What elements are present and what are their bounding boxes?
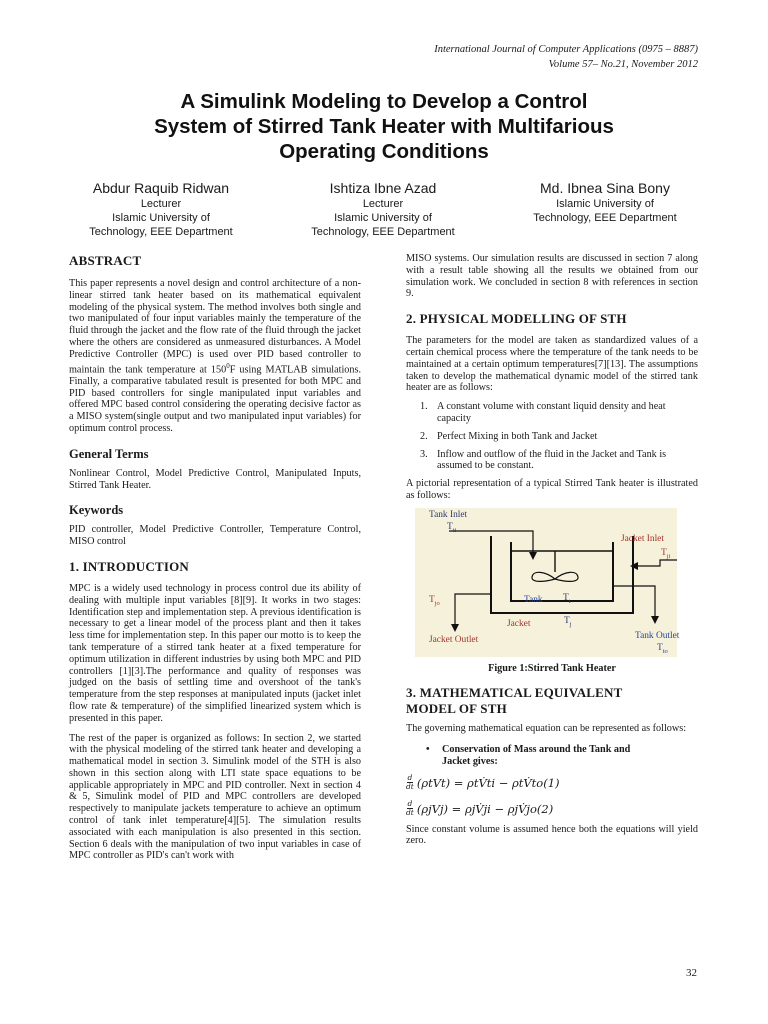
temp-symbol: T bbox=[657, 642, 663, 653]
degree-superscript: 0 bbox=[226, 361, 230, 370]
equation-2 bbox=[406, 798, 698, 820]
equation-1 bbox=[406, 772, 698, 794]
frac-numerator: d bbox=[407, 799, 413, 809]
section3-heading-line2: MODEL OF STH bbox=[406, 700, 507, 716]
list-number: 3. bbox=[420, 448, 428, 460]
title-line-2: System of Stirred Tank Heater with Multifarious bbox=[154, 115, 614, 138]
list-item bbox=[420, 401, 698, 425]
temp-symbol: T bbox=[661, 547, 667, 558]
jacket-inlet-label: Jacket Inlet bbox=[621, 533, 664, 544]
keywords-text: PID controller, Model Predictive Controller, Temperature Control, MISO control bbox=[69, 524, 361, 548]
jacket-outlet-arrowhead bbox=[451, 624, 459, 632]
intro-paragraph-2: The rest of the paper is organized as follows: In section 2, we started with the physical modeling of the stirred tank heater and developing a mathematical model in section 3. Simulink model of the STH is also shown in this section along with LTI state space equations to be applicable appropriately in MPC and PID controller. Next in section 4 & 5, Simulink model of PID and MPC controllers are developed respectively to manipulate jackets temperature to achieve an optimum control of tank inlet temperature[4][5]. The simulation results associated with each manipulation is also presented in this section. Section 6 deals with the manipulation of two input variables in case of MPC controller as PID's can't work with bbox=[69, 732, 361, 862]
tank-inlet-arrowhead bbox=[529, 552, 537, 560]
tank-inlet-temp bbox=[447, 522, 456, 536]
equation-1-text: (ρtVt) = ρtV̇ti − ρtV̇to(1) bbox=[416, 775, 560, 790]
tank-label: Tank bbox=[524, 594, 543, 605]
right-column bbox=[406, 253, 698, 847]
section3-paragraph-2: Since constant volume is assumed hence both the equations will yield zero. bbox=[406, 823, 698, 847]
conservation-bullet bbox=[426, 744, 698, 768]
bullet-dot: • bbox=[426, 743, 430, 755]
abstract-heading: ABSTRACT bbox=[69, 253, 142, 268]
author-1 bbox=[61, 179, 261, 239]
left-column bbox=[69, 253, 361, 862]
tank-outlet-temp bbox=[657, 643, 668, 657]
list-item bbox=[420, 431, 698, 443]
intro-continuation: MISO systems. Our simulation results are discussed in section 7 along with a result table showing all the results we obtained from our simulation work. We concluded in section 8 with references in section 9. bbox=[406, 253, 698, 300]
general-terms-heading: General Terms bbox=[69, 446, 149, 461]
author-affiliation: Islamic University of bbox=[334, 212, 432, 224]
frac-numerator: d bbox=[407, 773, 413, 783]
author-affiliation: Lecturer bbox=[140, 198, 182, 210]
equation-2-text: (ρjVj) = ρjV̇ji − ρjV̇jo(2) bbox=[416, 801, 554, 816]
intro-paragraph-1: MPC is a widely used technology in process control due its ability of dealing with multiple input variables [8][9]. It works in two stages: Identification step and implementation step. A previous identification is necessary to get a linear model of the process plant and then it takes less time for implementation step. In this paper our motto is to keep the tank temperature of a stirred tank heater at a fixed temperature for optimum utilization in different industries by using both MPC and PID controllers [1][3].The performance and quality of responses was judged on the basis of settling time and overshoot of the tank's temperature from the step responses at manipulated inputs (jacket inlet flow rate & temperature) of the simplified linearized system which is presented in this paper. bbox=[69, 582, 361, 724]
temp-subscript: ji bbox=[666, 552, 671, 560]
section3-paragraph-1: The governing mathematical equation can be represented as follows: bbox=[406, 722, 687, 734]
journal-header bbox=[434, 42, 698, 72]
title-line-3: Operating Conditions bbox=[279, 140, 489, 163]
list-number: 2. bbox=[420, 430, 428, 442]
keywords-heading: Keywords bbox=[69, 503, 124, 518]
frac-denominator: dt bbox=[406, 808, 414, 818]
list-item bbox=[420, 449, 698, 473]
impeller-blade-left bbox=[532, 572, 555, 581]
figure-caption: Figure 1:Stirred Tank Heater bbox=[488, 662, 616, 674]
jacket-label: Jacket bbox=[507, 618, 531, 629]
author-affiliation: Islamic University of bbox=[112, 212, 210, 224]
impeller-blade-right bbox=[555, 572, 578, 581]
abstract-text-b: F using MATLAB simulations. Finally, a comparative tabulated result is presented for both MPC and PID based controllers for single manipulated input variables and offered MPC based control considering the operating decisive factor as a MISO system(single output and two manipulated input variables) for optimum control process. bbox=[69, 363, 361, 434]
section3-heading-line1: 3. MATHEMATICAL EQUIVALENT bbox=[406, 684, 623, 700]
tank-inlet-label: Tank Inlet bbox=[429, 509, 468, 520]
author-name: Abdur Raquib Ridwan bbox=[92, 180, 230, 196]
author-affiliation: Technology, EEE Department bbox=[311, 226, 455, 238]
author-3 bbox=[505, 179, 705, 225]
list-number: 1. bbox=[420, 401, 428, 413]
jacket-temp bbox=[564, 616, 572, 630]
bullet-text-line1: Conservation of Mass around the Tank and bbox=[442, 743, 631, 755]
temp-symbol: T bbox=[564, 615, 570, 626]
temp-subscript: to bbox=[662, 647, 668, 655]
author-affiliation: Lecturer bbox=[362, 198, 404, 210]
derivative-fraction bbox=[406, 800, 414, 817]
stirred-tank-figure bbox=[415, 508, 680, 657]
general-terms-text: Nonlinear Control, Model Predictive Control, Manipulated Inputs, Stirred Tank Heater. bbox=[69, 467, 361, 491]
intro-heading: 1. INTRODUCTION bbox=[69, 558, 190, 574]
abstract-text bbox=[69, 278, 361, 435]
temp-symbol: T bbox=[429, 594, 435, 605]
temp-subscript: t bbox=[568, 597, 571, 605]
list-text: Perfect Mixing in both Tank and Jacket bbox=[437, 430, 598, 442]
page-number: 32 bbox=[686, 967, 697, 979]
section3-heading bbox=[406, 685, 698, 717]
section2-paragraph-1: The parameters for the model are taken as standardized values of a certain chemical process where the temperature of the tank needs to be maintained at a certain optimum temperatures[7][13]. The assumptions taken to develop the mathematical dynamic model of the stirred tank heater are as follows: bbox=[406, 335, 698, 394]
author-name: Ishtiza Ibne Azad bbox=[329, 180, 437, 196]
tank-outlet-arrowhead bbox=[651, 616, 659, 624]
temp-subscript: j bbox=[569, 620, 572, 628]
tank-outlet-label: Tank Outlet bbox=[635, 630, 680, 641]
abstract-text-a: This paper represents a novel design and control architecture of a non-linear stirred tank heater based on its mathematical equivalent modeling of the physical system. The method involves both single and two manipulated of four input variables mainly the temperature of the fluid through the jacket and the flow rate of the fluid through the jacket where the others are considered as unmeasured disturbances. A Model Predictive Controller (MPC) is used over PID based controller to maintain the tank temperature at 150 bbox=[69, 278, 361, 375]
bullet-text-line2: Jacket gives: bbox=[442, 755, 498, 767]
list-text: Inflow and outflow of the fluid in the Jacket and Tank is assumed to be constant. bbox=[437, 448, 667, 472]
temp-subscript: ti bbox=[452, 526, 457, 534]
tank-temp bbox=[563, 593, 571, 607]
author-affiliation: Technology, EEE Department bbox=[89, 226, 233, 238]
bullet-text bbox=[442, 744, 630, 768]
jacket-inlet-temp bbox=[661, 548, 670, 562]
temp-symbol: T bbox=[447, 521, 453, 532]
author-name: Md. Ibnea Sina Bony bbox=[540, 180, 670, 196]
jacket-outlet-line bbox=[455, 594, 491, 626]
author-affiliation: Islamic University of bbox=[556, 198, 654, 210]
temp-subscript: jo bbox=[434, 599, 440, 607]
journal-volume: Volume 57– No.21, November 2012 bbox=[548, 59, 698, 70]
journal-name: International Journal of Computer Applications (0975 – 8887) bbox=[434, 44, 698, 55]
derivative-fraction bbox=[406, 774, 414, 791]
list-text: A constant volume with constant liquid density and heat capacity bbox=[437, 401, 666, 424]
jacket-outlet-label: Jacket Outlet bbox=[429, 634, 479, 645]
section2-paragraph-2: A pictorial representation of a typical Stirred Tank heater is illustrated as follows: bbox=[406, 478, 698, 501]
temp-symbol: T bbox=[563, 592, 569, 603]
paper-title bbox=[0, 89, 768, 164]
title-line-1: A Simulink Modeling to Develop a Control bbox=[180, 90, 588, 113]
assumptions-list bbox=[420, 401, 698, 472]
frac-denominator: dt bbox=[406, 782, 414, 792]
author-affiliation: Technology, EEE Department bbox=[533, 212, 677, 224]
author-2 bbox=[283, 179, 483, 239]
jacket-outlet-temp bbox=[429, 595, 440, 609]
jacket-inlet-line bbox=[637, 560, 677, 566]
section2-heading: 2. PHYSICAL MODELLING OF STH bbox=[406, 311, 627, 327]
